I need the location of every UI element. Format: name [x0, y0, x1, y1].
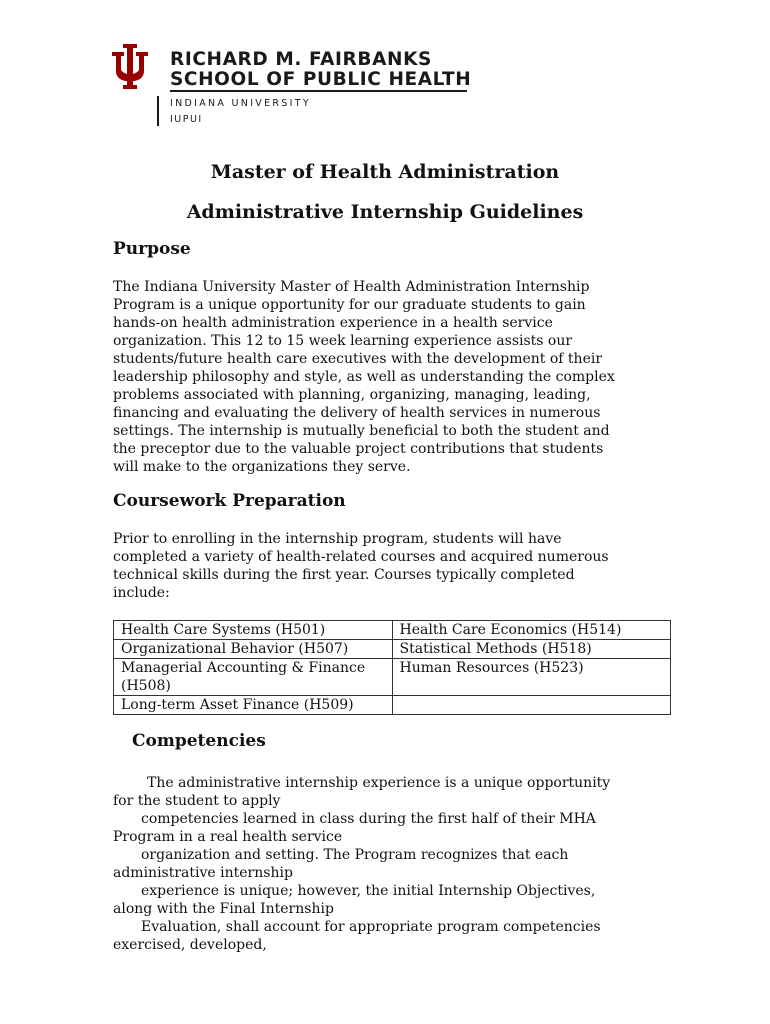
text-line: along with the Final Internship [113, 901, 334, 917]
text-line: Evaluation, shall account for appropriate program competencies [141, 919, 601, 935]
text-line: settings. The internship is mutually beneficial to both the student and [113, 423, 610, 439]
table-row [114, 659, 671, 696]
table-cell: Human Resources (H523) [392, 659, 671, 696]
table-row [114, 621, 671, 640]
table-cell: Long-term Asset Finance (H509) [114, 696, 393, 715]
competencies-paragraph [113, 774, 610, 954]
header-divider [170, 90, 467, 92]
purpose-heading: Purpose [113, 239, 191, 259]
text-line: The Indiana University Master of Health Administration Internship [113, 279, 590, 295]
coursework-paragraph [113, 530, 609, 602]
text-line: Program in a real health service [113, 829, 343, 845]
header-vertical-rule [157, 96, 159, 126]
text-line: exercised, developed, [113, 937, 267, 953]
text-line: technical skills during the first year. Courses typically completed [113, 567, 575, 583]
purpose-paragraph [113, 278, 615, 476]
table-cell [114, 659, 393, 696]
text-line: students/future health care executives with the development of their [113, 351, 603, 367]
document-subtitle: Administrative Internship Guidelines [186, 201, 584, 223]
text-line: leadership philosophy and style, as well as understanding the complex [113, 369, 615, 385]
text-line: competencies learned in class during the first half of their MHA [141, 811, 596, 827]
text-line: experience is unique; however, the initial Internship Objectives, [141, 883, 596, 899]
school-name [170, 50, 471, 90]
table-cell: Health Care Systems (H501) [114, 621, 393, 640]
text-line: include: [113, 585, 170, 601]
text-line: The administrative internship experience is a unique opportunity [147, 775, 611, 791]
coursework-heading: Coursework Preparation [113, 491, 346, 511]
school-name-line2: SCHOOL OF PUBLIC HEALTH [170, 69, 472, 90]
text-line: problems associated with planning, organizing, managing, leading, [113, 387, 591, 403]
university-name: INDIANA UNIVERSITY [170, 98, 311, 109]
text-line: administrative internship [113, 865, 293, 881]
text-line: Program is a unique opportunity for our graduate students to gain [113, 297, 586, 313]
text-line: will make to the organizations they serve. [113, 459, 411, 475]
text-line: completed a variety of health-related courses and acquired numerous [113, 549, 609, 565]
text-line: Prior to enrolling in the internship program, students will have [113, 531, 562, 547]
cell-line: (H508) [121, 678, 171, 694]
text-line: organization and setting. The Program recognizes that each [141, 847, 569, 863]
text-line: financing and evaluating the delivery of health services in numerous [113, 405, 601, 421]
table-cell: Organizational Behavior (H507) [114, 640, 393, 659]
text-line: for the student to apply [113, 793, 281, 809]
school-name-line1: RICHARD M. FAIRBANKS [170, 49, 432, 70]
table-cell: Statistical Methods (H518) [392, 640, 671, 659]
iu-trident-icon [110, 44, 150, 90]
text-line: hands-on health administration experience in a health service [113, 315, 553, 331]
table-cell: Health Care Economics (H514) [392, 621, 671, 640]
text-line: the preceptor due to the valuable project contributions that students [113, 441, 604, 457]
campus-name: IUPUI [170, 114, 203, 125]
table-row [114, 696, 671, 715]
document-title: Master of Health Administration [210, 161, 560, 183]
table-cell [392, 696, 671, 715]
cell-line: Managerial Accounting & Finance [121, 660, 366, 676]
competencies-heading: Competencies [132, 731, 266, 751]
text-line: organization. This 12 to 15 week learning experience assists our [113, 333, 573, 349]
table-row [114, 640, 671, 659]
courses-table [113, 620, 671, 715]
